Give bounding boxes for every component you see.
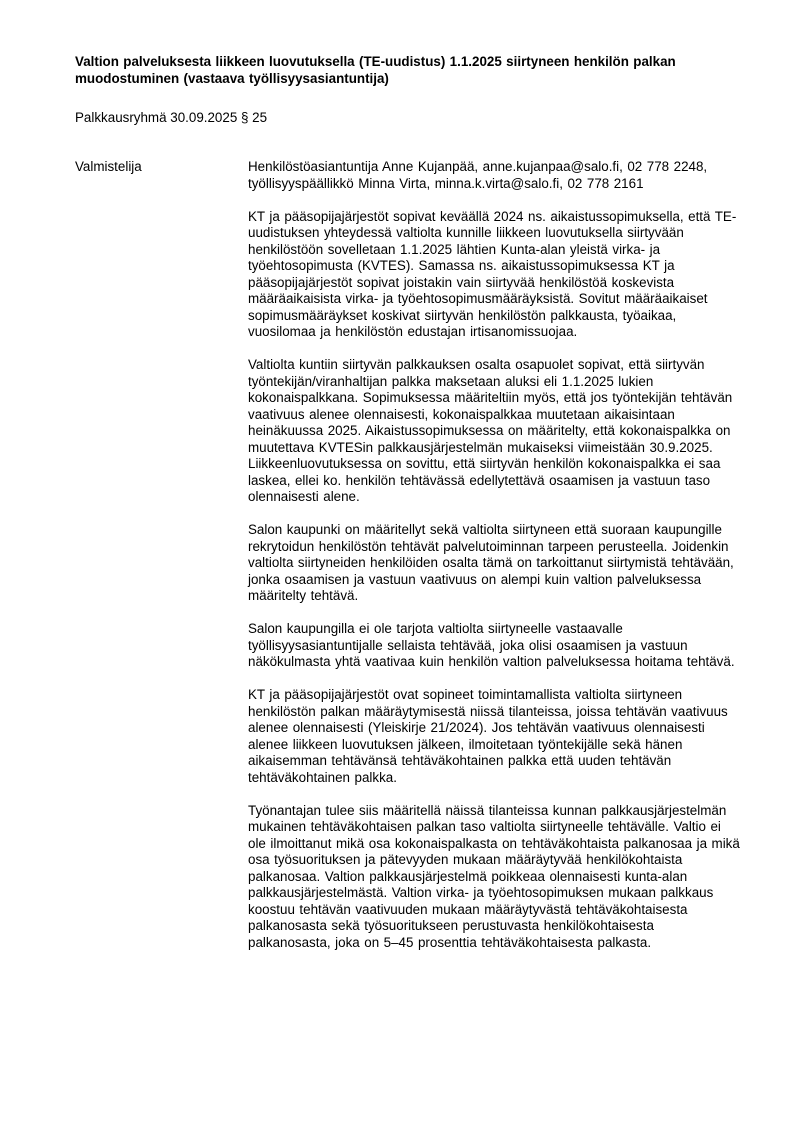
body-paragraph-4: Salon kaupungilla ei ole tarjota valtiolta siirtyneelle vastaavalle työllisyysasiantuntijalle sellaista tehtävää, joka olisi osaamisen ja vastuun näkökulmasta yhtä vaativaa kuin henkilön valtion palveluksessa hoitama tehtävä. <box>248 621 735 669</box>
preparer-label: Valmistelija <box>75 159 142 174</box>
document-title: Valtion palveluksesta liikkeen luovutuksella (TE-uudistus) 1.1.2025 siirtyneen henkilön palkan muodostuminen (vastaava työllisyysasiantuntija) <box>75 54 676 86</box>
preparer-row <box>75 159 740 951</box>
body-paragraph-1: KT ja pääsopijajärjestöt sopivat keväällä 2024 ns. aikaistussopimuksella, että TE-uudistuksen yhteydessä valtiolta kunnille liikkeen luovutuksella siirtyvään henkilöstöön sovelletaan 1.1.2025 lähtien Kunta-alan yleistä virka- ja työehtosopimusta (KVTES). Samassa ns. aikaistussopimuksessa KT ja pääsopijajärjestöt sopivat joistakin vain siirtyvää henkilöstöä koskevista määräaikaisista virka- ja työehtosopimusmääräyksistä. Sovitut määräaikaiset sopimusmääräykset koskivat siirtyvän henkilöstön palkkausta, työaikaa, vuosilomaa ja henkilöstön edustajan irtisanomissuojaa. <box>248 208 737 339</box>
section-reference: Palkkausryhmä 30.09.2025 § 25 <box>75 110 268 125</box>
body-column <box>248 159 740 951</box>
body-paragraph-6: Työnantajan tulee siis määritellä näissä tilanteissa kunnan palkkausjärjestelmän mukainen tehtäväkohtaisen palkan taso valtiolta siirtyneelle tehtävälle. Valtio ei ole ilmoittanut mikä osa kokonaispalkasta on tehtäväkohtaista palkanosaa ja mikä osa työsuorituksen ja pätevyyden mukaan määräytyvää henkilökohtaista palkanosaa. Valtion palkkausjärjestelmä poikkeaa olennaisesti kunta-alan palkkausjärjestelmästä. Valtion virka- ja työehtosopimuksen mukaan palkkaus koostuu tehtävän vaativuuden mukaan määräytyvästä tehtäväkohtaisesta palkanosasta sekä työsuoritukseen perustuvasta henkilökohtaisesta palkanosasta, joka on 5–45 prosenttia tehtäväkohtaisesta palkasta. <box>248 802 740 950</box>
body-paragraph-2: Valtiolta kuntiin siirtyvän palkkauksen osalta osapuolet sopivat, että siirtyvän työntekijän/viranhaltijan palkka maksetaan aluksi eli 1.1.2025 lukien kokonaispalkkana. Sopimuksessa määriteltiin myös, että jos työntekijän tehtävän vaativuus alenee olennaisesti, kokonaispalkkaa muutetaan aikaisintaan heinäkuussa 2025. Aikaistussopimuksessa on määritelty, että kokonaispalkka on muutettava KVTESin palkkausjärjestelmän mukaiseksi viimeistään 30.9.2025. Liikkeenluovutuksessa on sovittu, että siirtyvän henkilön kokonaispalkka ei saa laskea, ellei ko. henkilön tehtävässä edellytettävä osaamisen ja vastuun taso olennaisesti alene. <box>248 357 733 504</box>
body-paragraph-5: KT ja pääsopijajärjestöt ovat sopineet toimintamallista valtiolta siirtyneen henkilöstön palkan määräytymisestä niissä tilanteissa, joissa tehtävän vaativuus alenee olennaisesti (Yleiskirje 21/2024). Jos tehtävän vaativuus olennaisesti alenee liikkeen luovutuksen jälkeen, ilmoitetaan työntekijälle sekä hänen aikaisemman tehtävänsä tehtäväkohtainen palkka että uuden tehtävän tehtäväkohtainen palkka. <box>248 687 728 785</box>
preparer-text: Henkilöstöasiantuntija Anne Kujanpää, anne.kujanpaa@salo.fi, 02 778 2248, työllisyyspäällikkö Minna Virta, minna.k.virta@salo.fi, 02 778 2161 <box>248 159 708 191</box>
body-paragraph-3: Salon kaupunki on määritellyt sekä valtiolta siirtyneen että suoraan kaupungille rekrytoidun henkilöstön tehtävät palvelutoiminnan tarpeen perusteella. Joidenkin valtiolta siirtyneiden henkilöiden osalta tämä on tarkoittanut siirtymistä tehtävään, jonka osaamisen ja vastuun vaativuus on alempi kuin valtion palveluksessa määritelty tehtävä. <box>248 522 734 603</box>
